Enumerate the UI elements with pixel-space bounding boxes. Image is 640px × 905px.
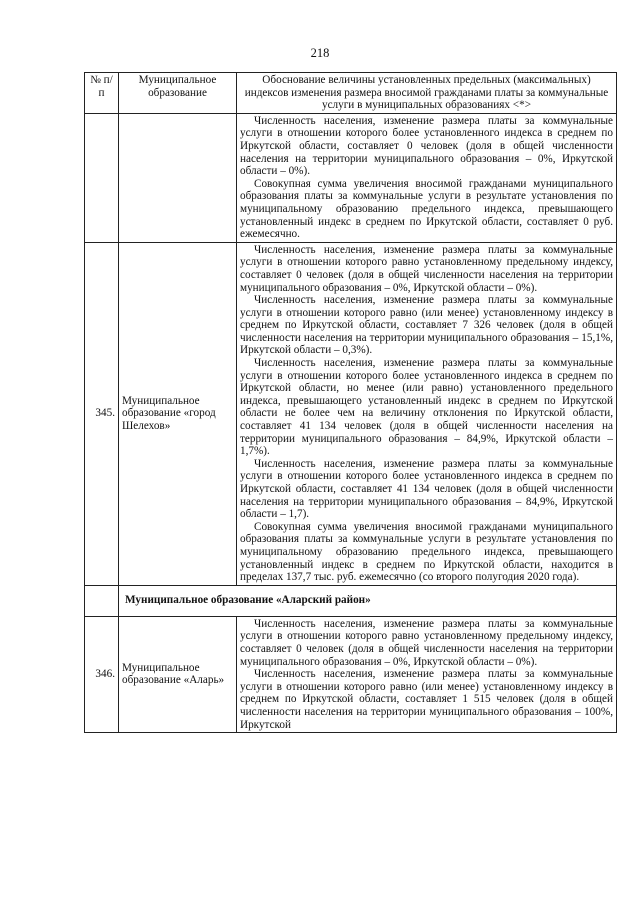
header-justification: Обоснование величины установленных предельных (максимальных) индексов изменения размера вносимой гражданами платы за коммунальные услуги в муниципальных образованиях <*> — [237, 73, 617, 114]
section-number-cell — [85, 585, 119, 616]
row-municipality: Муниципальное образование «Аларь» — [119, 616, 237, 732]
indices-table — [84, 72, 617, 733]
table-row-346 — [85, 616, 617, 732]
table-row-345 — [85, 242, 617, 585]
table-row-continuation — [85, 113, 617, 242]
section-title: Муниципальное образование «Аларский район» — [119, 585, 617, 616]
section-row-alarsky — [85, 585, 617, 616]
row-justification — [237, 616, 617, 732]
justification-paragraph: Численность населения, изменение размера платы за коммунальные услуги в отношении которого равно (или менее) установленному индексу в среднем по Иркутской области, составляет 1 515 человек (доля в общей численности населения на территории муниципального образования – 100%, Иркутской — [240, 668, 613, 731]
row-number: 345. — [85, 242, 119, 585]
row-municipality — [119, 113, 237, 242]
row-number: 346. — [85, 616, 119, 732]
row-justification — [237, 113, 617, 242]
table-header-row — [85, 73, 617, 114]
justification-paragraph: Численность населения, изменение размера платы за коммунальные услуги в отношении которого более установленного индекса в среднем по Иркутской области, составляет 41 134 человек (доля в общей численности населения на территории муниципального образования – 84,9%, Иркутской области – 1,7). — [240, 457, 613, 521]
row-justification — [237, 242, 617, 585]
header-number: № п/п — [85, 73, 119, 114]
row-municipality: Муниципальное образование «город Шелехов» — [119, 242, 237, 585]
justification-paragraph: Численность населения, изменение размера платы за коммунальные услуги в отношении которого равно установленному предельному индексу, составляет 0 человек (доля в общей численности населения на территории муниципального образования – 0%, Иркутской области – 0%). — [240, 243, 613, 294]
row-number — [85, 113, 119, 242]
header-municipality: Муниципальное образование — [119, 73, 237, 114]
page-number: 218 — [310, 46, 330, 60]
justification-paragraph: Численность населения, изменение размера платы за коммунальные услуги в отношении которого равно установленному предельному индексу, составляет 0 человек (доля в общей численности населения на территории муниципального образования – 0%, Иркутской области – 0%). — [240, 617, 613, 668]
justification-paragraph: Численность населения, изменение размера платы за коммунальные услуги в отношении которого более установленного индекса в среднем по Иркутской области, но менее (или равно) установленного предельного индекса, превышающего установленный индекс в среднем по Иркутской области не более чем на величину отклонения по Иркутской области, составляет 41 134 человек (доля в общей численности населения на территории муниципального образования – 84,9%, Иркутской области – 1,7%). — [240, 357, 613, 458]
justification-paragraph: Совокупная сумма увеличения вносимой гражданами муниципального образования платы за коммунальные услуги в результате установления по муниципальному образованию предельного индекса, превышающего установленный индекс в среднем по Иркутской области, находится в пределах 137,7 тыс. руб. ежемесячно (со второго полугодия 2020 года). — [240, 520, 613, 584]
justification-paragraph: Численность населения, изменение размера платы за коммунальные услуги в отношении которого равно (или менее) установленному индексу в среднем по Иркутской области, составляет 7 326 человек (доля в общей численности населения на территории муниципального образования – 15,1%, Иркутской области – 0,3%). — [240, 294, 613, 357]
justification-paragraph: Численность населения, изменение размера платы за коммунальные услуги в отношении которого более установленного индекса в среднем по Иркутской области, составляет 0 человек (доля в общей численности населения на территории муниципального образования – 0%, Иркутской области – 0%). — [240, 114, 613, 178]
justification-paragraph: Совокупная сумма увеличения вносимой гражданами муниципального образования платы за коммунальные услуги в результате установления по муниципальному образованию предельного индекса, превышающего установленный индекс в среднем по Иркутской области, составляет 0 руб. ежемесячно. — [240, 177, 613, 241]
